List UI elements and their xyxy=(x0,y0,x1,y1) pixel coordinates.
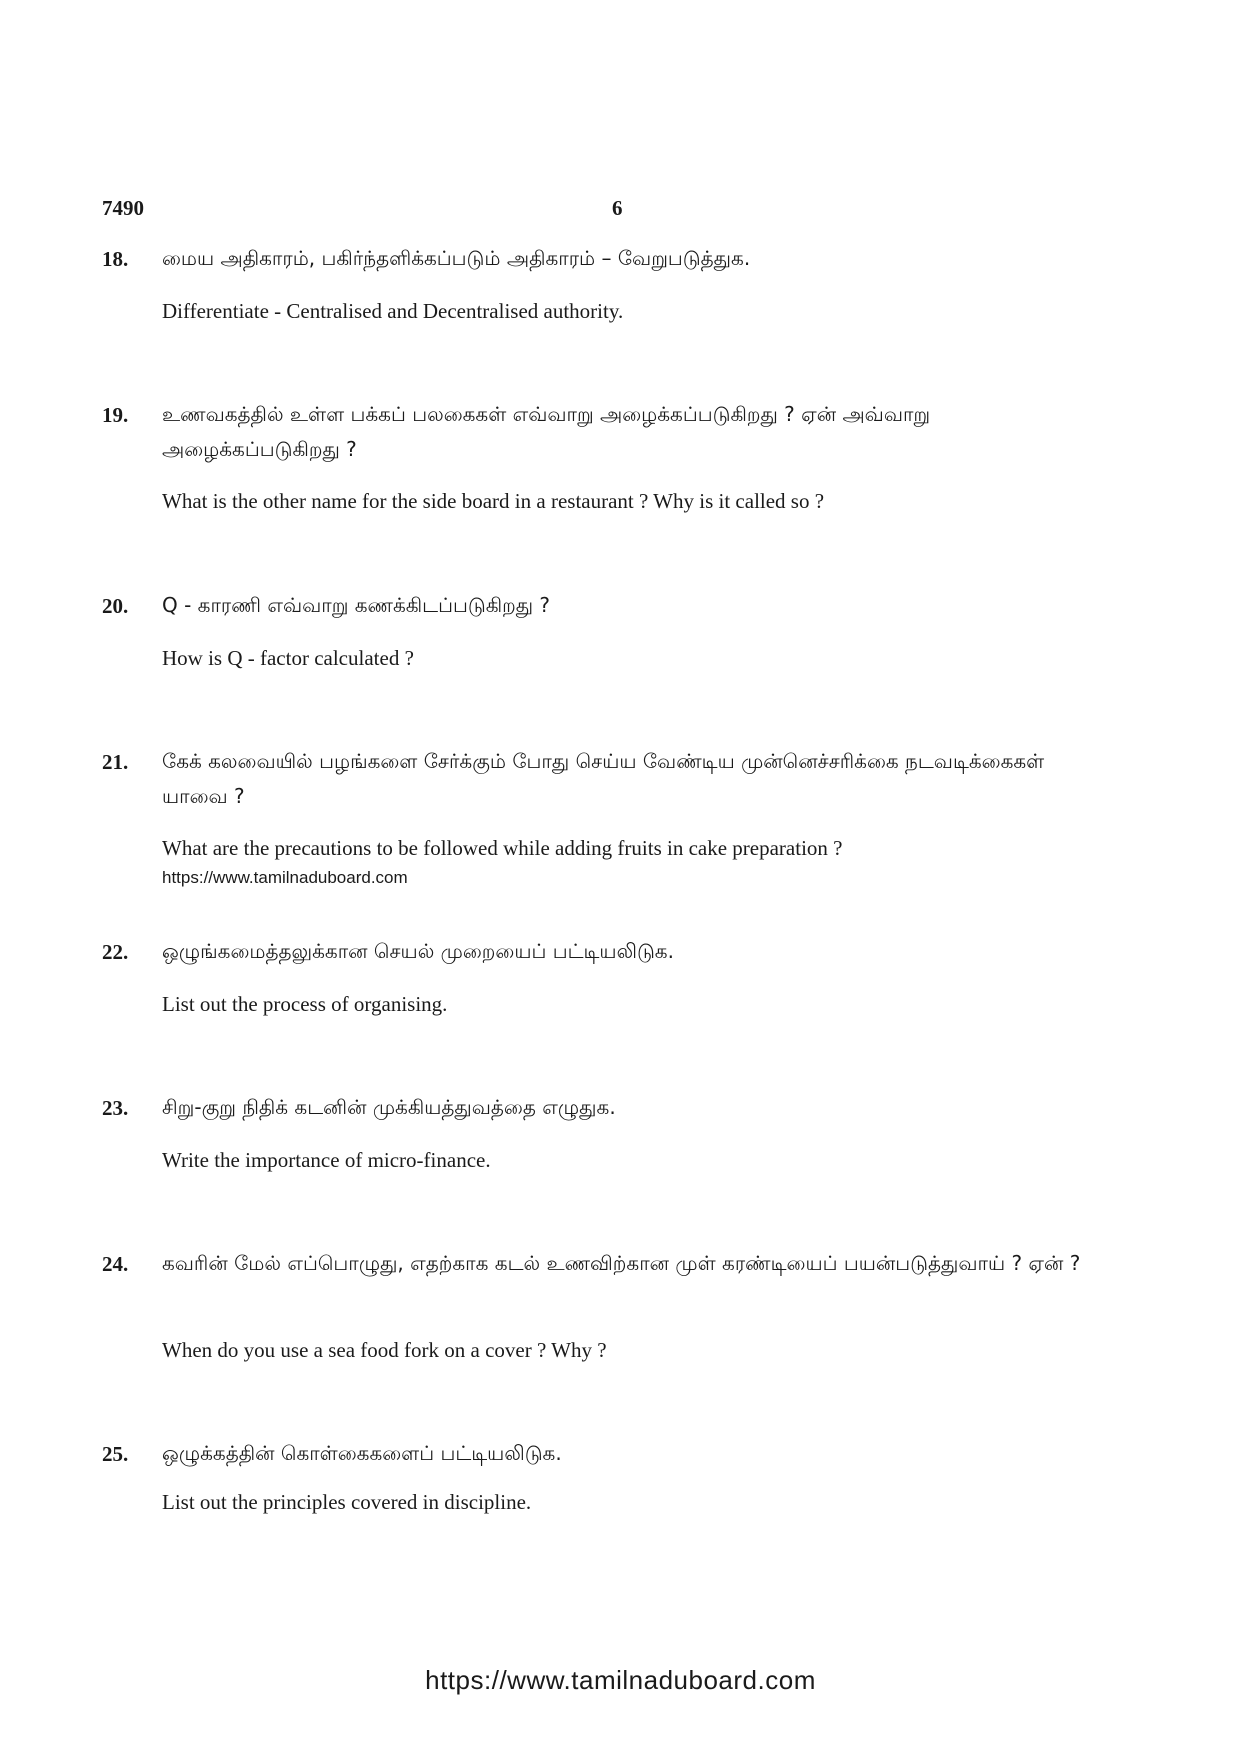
watermark-url: https://www.tamilnaduboard.com xyxy=(162,868,408,887)
question-text-english: List out the process of organising. xyxy=(162,992,448,1016)
question-number: 19. xyxy=(102,403,129,427)
question-text-english: List out the principles covered in discipline. xyxy=(162,1490,532,1514)
question-number: 23. xyxy=(102,1096,129,1120)
question-text-tamil: ஒழுங்கமைத்தலுக்கான செயல் முறையைப் பட்டியலிடுக. xyxy=(162,939,674,963)
question-number: 25. xyxy=(102,1442,129,1466)
question-text-tamil: கேக் கலவையில் பழங்களை சேர்க்கும் போது செய்ய வேண்டிய முன்னெச்சரிக்கை நடவடிக்கைகள் யாவை ? xyxy=(162,749,1045,808)
question-number: 20. xyxy=(102,594,129,618)
question-number: 18. xyxy=(102,247,129,271)
question-text-tamil: ஒழுக்கத்தின் கொள்கைகளைப் பட்டியலிடுக. xyxy=(162,1441,562,1465)
question-number: 24. xyxy=(102,1252,129,1276)
question-text-english: When do you use a sea food fork on a cover ? Why ? xyxy=(162,1338,607,1362)
question-number: 22. xyxy=(102,940,129,964)
question-text-english: Write the importance of micro-finance. xyxy=(162,1148,491,1172)
question-text-english: Differentiate - Centralised and Decentralised authority. xyxy=(162,299,624,323)
question-text-tamil: Q - காரணி எவ்வாறு கணக்கிடப்படுகிறது ? xyxy=(162,593,551,617)
question-text-english: How is Q - factor calculated ? xyxy=(162,646,414,670)
page-number: 6 xyxy=(612,196,623,220)
question-text-english: What are the precautions to be followed while adding fruits in cake preparation ? xyxy=(162,836,843,860)
question-number: 21. xyxy=(102,750,129,774)
question-text-tamil: உணவகத்தில் உள்ள பக்கப் பலகைகள் எவ்வாறு அழைக்கப்படுகிறது ? ஏன் அவ்வாறு அழைக்கப்படுகிறது ? xyxy=(162,402,931,461)
question-text-tamil: கவரின் மேல் எப்பொழுது, எதற்காக கடல் உணவிற்கான முள் கரண்டியைப் பயன்படுத்துவாய் ? ஏன் ? xyxy=(162,1251,1081,1275)
question-text-tamil: சிறு-குறு நிதிக் கடனின் முக்கியத்துவத்தை எழுதுக. xyxy=(162,1095,616,1119)
question-text-tamil: மைய அதிகாரம், பகிர்ந்தளிக்கப்படும் அதிகாரம் – வேறுபடுத்துக. xyxy=(162,246,751,270)
page-code: 7490 xyxy=(102,196,144,220)
footer-url: https://www.tamilnaduboard.com xyxy=(425,1665,816,1695)
question-text-english: What is the other name for the side board in a restaurant ? Why is it called so ? xyxy=(162,489,825,513)
